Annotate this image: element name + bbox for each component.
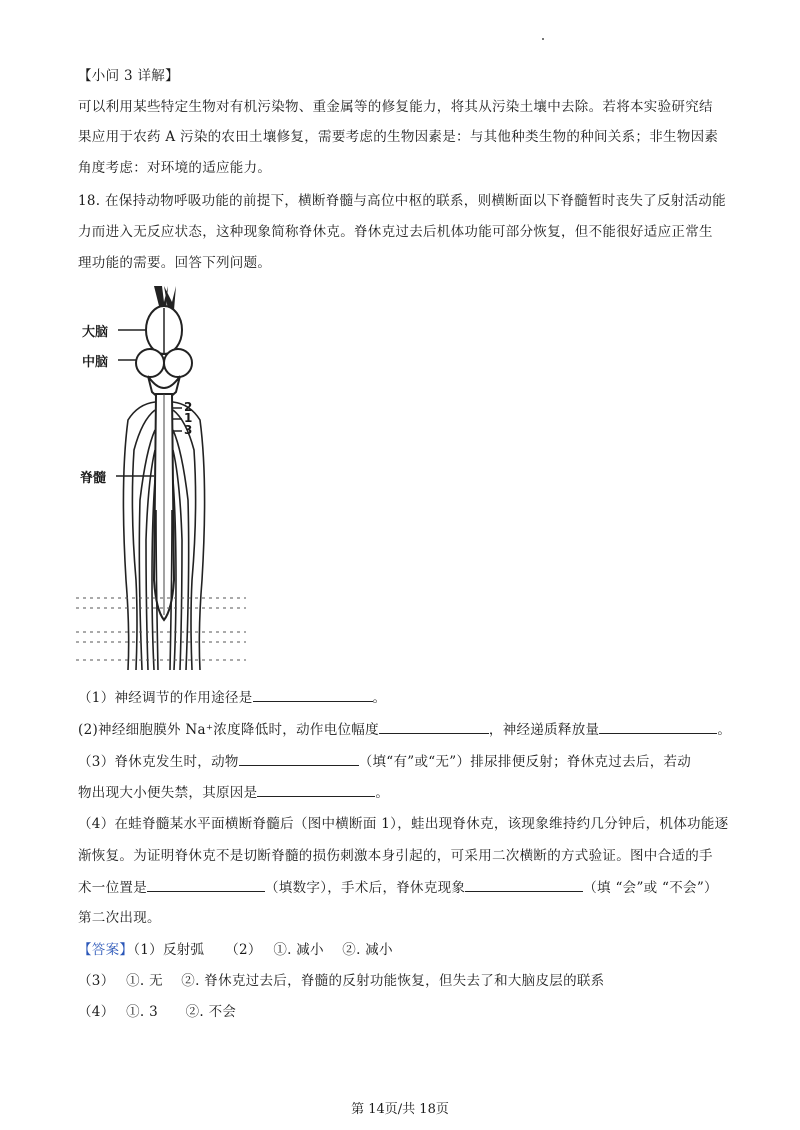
label-midbrain: 中脑 (82, 355, 109, 370)
label-brain: 大脑 (82, 325, 109, 340)
section-heading: 【小问 3 详解】 (78, 68, 179, 84)
q2-mid: ，神经递质释放量 (488, 722, 600, 738)
answer-tag: 【答案】 (78, 942, 134, 958)
q4-text-b: （填数字），手术后，脊休克现象 (265, 880, 466, 896)
q1-end: 。 (372, 690, 387, 706)
q4-text-a: 术一位置是 (78, 880, 147, 896)
sub-question-4-line-1: （4）在蛙脊髓某水平面横断脊髓后（图中横断面 1），蛙出现脊休克，该现象维持约几分钟后，机体功能逐 (78, 816, 729, 832)
stem-text-1: 在保持动物呼吸功能的前提下，横断脊髓与高位中枢的联系，则横断面以下脊髓暂时丧失了反射活动能 (104, 193, 726, 209)
q3-text-a: （3）脊休克发生时，动物 (78, 754, 239, 770)
q3-text-c: 物出现大小便失禁，其原因是 (78, 785, 258, 801)
sub-question-4-line-3 (78, 877, 718, 898)
detail-line-3: 角度考虑：对环境的适应能力。 (78, 160, 272, 176)
sub-question-3-line-1 (78, 751, 691, 772)
q2-end: 。 (717, 722, 732, 738)
q4-blank-2[interactable] (465, 877, 583, 892)
question-stem-line-2: 力而进入无反应状态，这种现象简称脊休克。脊休克过去后机体功能可部分恢复，但不能很好适应正常生 (78, 224, 713, 240)
spinal-nerves-left (123, 402, 158, 670)
q3-end: 。 (375, 785, 390, 801)
q3-blank-1[interactable] (239, 751, 359, 766)
q2-blank-1[interactable] (379, 719, 489, 734)
question-number: 18. (78, 193, 101, 209)
answer-text-1: （1）反射弧 （2） ①. 减小 ②. 减小 (133, 942, 393, 958)
q2-text: (2)神经细胞膜外 Na⁺浓度降低时，动作电位幅度 (78, 722, 379, 738)
q2-blank-2[interactable] (599, 719, 717, 734)
sub-question-2 (78, 719, 731, 740)
label-section-3: 3 (184, 423, 193, 437)
optic-lobe-left (136, 349, 164, 377)
optic-lobe-right (164, 349, 192, 377)
label-section-2: 2 (184, 400, 193, 414)
scan-dot (542, 38, 544, 40)
sub-question-4-line-2: 渐恢复。为证明脊休克不是切断脊髓的损伤刺激本身引起的，可采用二次横断的方式验证。图中合适的手 (78, 848, 713, 864)
q4-text-c: （填 “会”或 “不会”） (583, 880, 718, 896)
question-stem-line-1 (78, 191, 726, 211)
page-footer: 第 14页/共 18页 (351, 1102, 449, 1117)
label-spinal-cord: 脊髓 (80, 471, 107, 486)
sub-question-3-line-2 (78, 782, 389, 803)
question-stem-line-3: 理功能的需要。回答下列问题。 (78, 255, 272, 271)
detail-line-2: 果应用于农药 A 污染的农田土壤修复，需要考虑的生物因素是：与其他种类生物的种间关系；非生物因素 (78, 129, 719, 145)
answer-line-3: （4） ①. 3 ②. 不会 (78, 1004, 237, 1020)
frog-nervous-system-figure (76, 280, 316, 675)
q4-blank-1[interactable] (147, 877, 265, 892)
q3-text-b: （填“有”或“无”）排尿排便反射；脊休克过去后，若动 (358, 754, 692, 770)
answer-line-2: （3） ①. 无 ②. 脊休克过去后，脊髓的反射功能恢复，但失去了和大脑皮层的联系 (78, 973, 605, 989)
spinal-nerves-right (170, 402, 205, 670)
label-section-1: 1 (184, 411, 193, 425)
nervous-system-diagram (76, 280, 316, 675)
q3-blank-2[interactable] (257, 782, 375, 797)
sub-question-1 (78, 687, 386, 708)
detail-line-1: 可以利用某些特定生物对有机污染物、重金属等的修复能力，将其从污染土壤中去除。若将本实验研究结 (78, 99, 713, 115)
q1-blank[interactable] (253, 687, 373, 702)
answer-line-1 (78, 940, 393, 960)
sub-question-4-line-4: 第二次出现。 (78, 910, 161, 926)
q1-text: （1）神经调节的作用途径是 (78, 690, 253, 706)
